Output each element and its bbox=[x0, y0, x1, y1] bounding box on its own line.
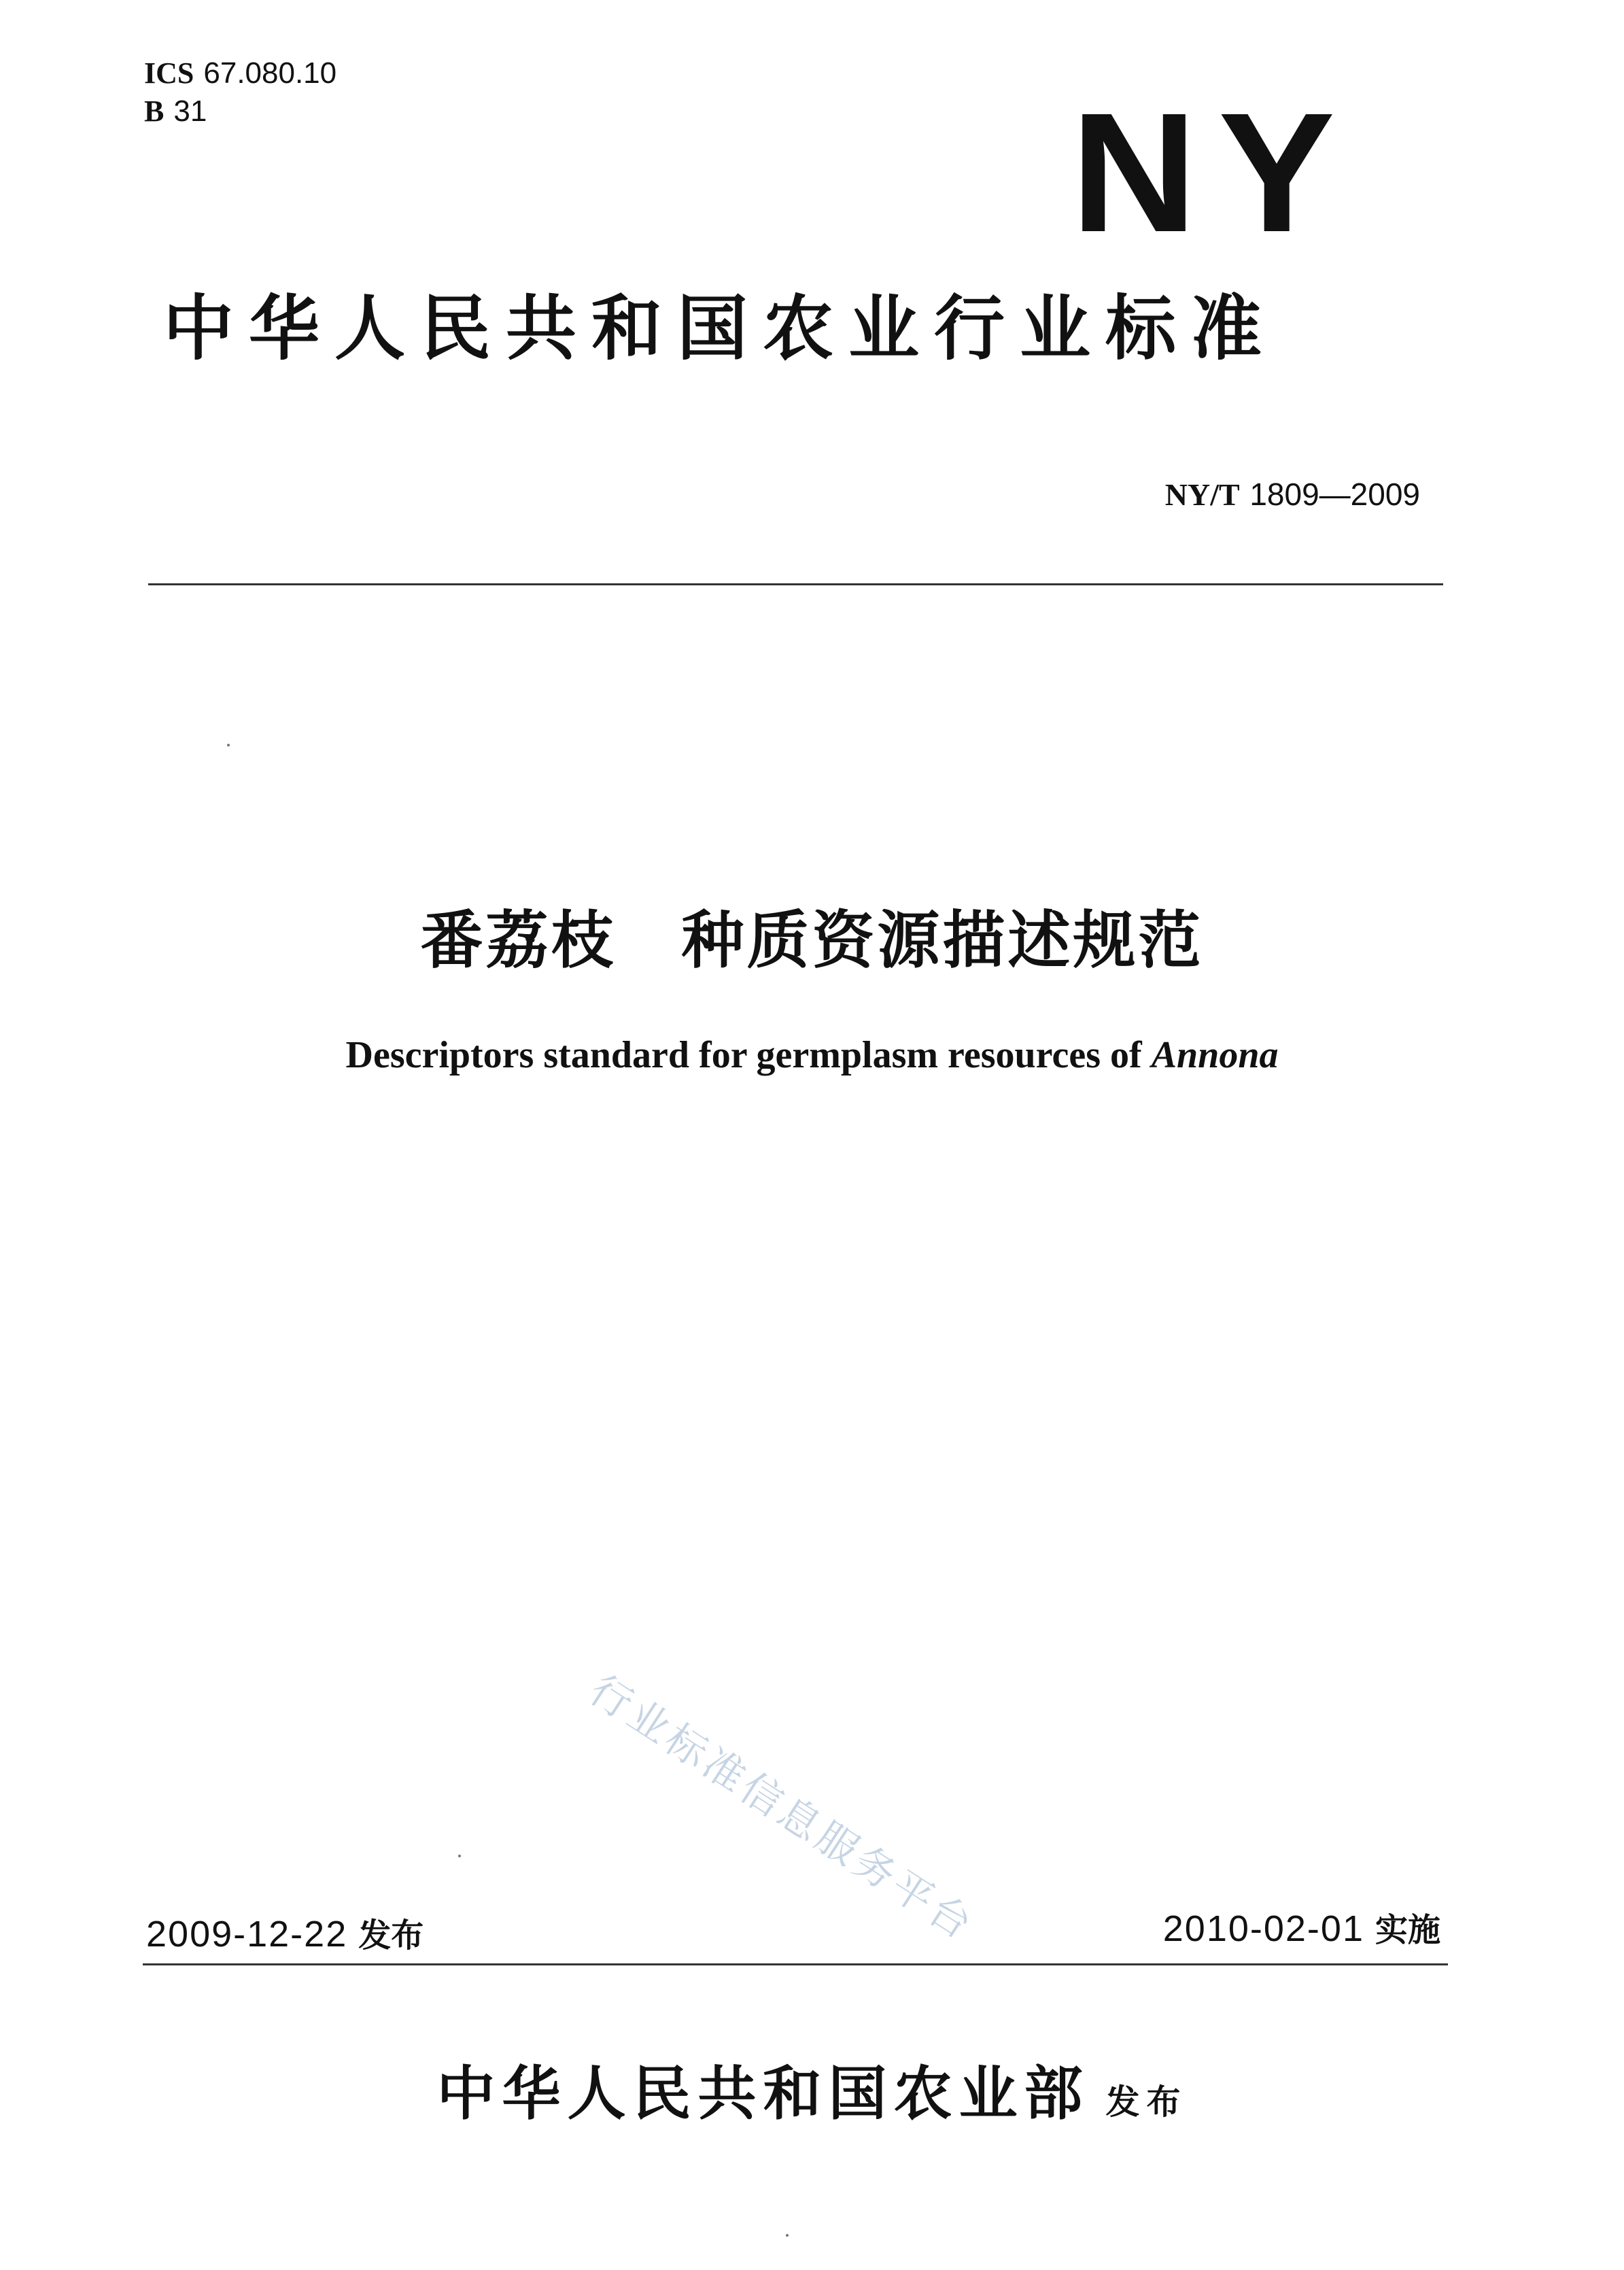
implementation-date bbox=[1163, 1904, 1440, 1950]
classification-codes bbox=[144, 54, 336, 131]
scan-speck bbox=[227, 744, 230, 746]
standard-number bbox=[1165, 476, 1420, 513]
ccs-code: 31 bbox=[173, 94, 207, 128]
document-title-en-genus: Annona bbox=[1151, 1034, 1279, 1076]
top-divider bbox=[148, 583, 1443, 585]
document-title-en bbox=[0, 1033, 1624, 1077]
issue-date bbox=[146, 1909, 424, 1956]
publisher-action: 发布 bbox=[1105, 2082, 1188, 2122]
standard-category-title: 中华人民共和国农业行业标准 bbox=[163, 287, 1277, 370]
watermark: 行业标准信息服务平台 bbox=[581, 1666, 984, 1951]
implementation-date-label: 实施 bbox=[1375, 1911, 1440, 1949]
ny-logo bbox=[1064, 95, 1363, 245]
ics-line bbox=[144, 54, 336, 92]
ccs-label: B bbox=[144, 94, 165, 128]
standard-number-prefix: NY/T bbox=[1164, 477, 1240, 512]
scan-speck bbox=[786, 2234, 789, 2237]
scan-speck bbox=[458, 1855, 461, 1857]
bottom-divider bbox=[143, 1963, 1448, 1965]
publisher bbox=[0, 2046, 1624, 2131]
ny-logo-text: NY bbox=[1071, 95, 1356, 245]
issue-date-value: 2009-12-22 bbox=[146, 1914, 348, 1955]
publisher-org: 中华人民共和国农业部 bbox=[436, 2059, 1090, 2128]
document-title-cn: 番荔枝 种质资源描述规范 bbox=[420, 904, 1204, 977]
ics-code: 67.080.10 bbox=[203, 56, 337, 90]
implementation-date-value: 2010-02-01 bbox=[1162, 1908, 1364, 1949]
standard-number-code: 1809—2009 bbox=[1249, 477, 1420, 512]
ics-label: ICS bbox=[144, 56, 194, 90]
ccs-line bbox=[144, 92, 336, 131]
issue-date-label: 发布 bbox=[358, 1916, 424, 1955]
document-title-en-main: Descriptors standard for germplasm resources of bbox=[345, 1034, 1152, 1076]
